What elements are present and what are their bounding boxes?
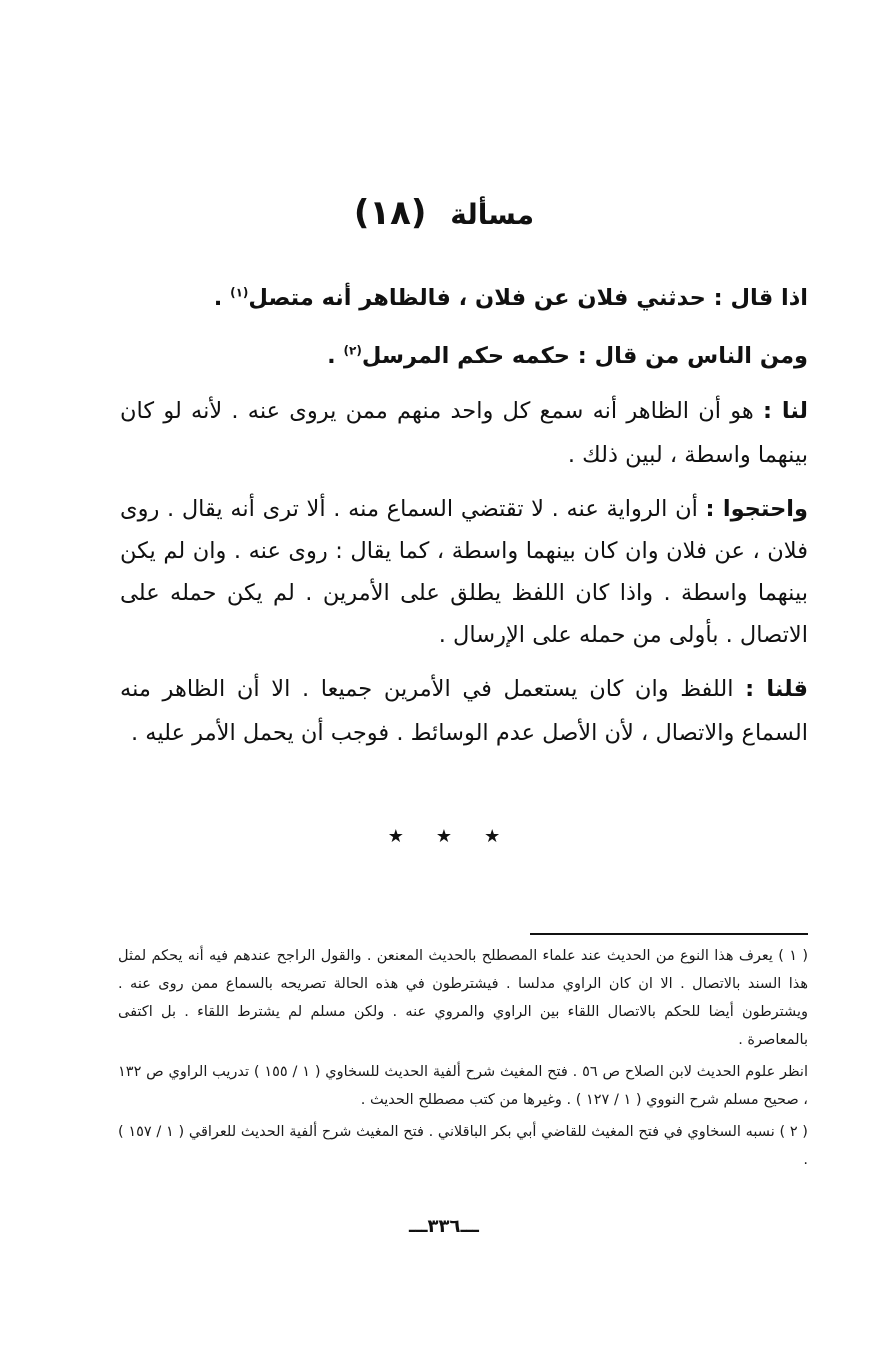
footnotes: [118, 942, 808, 1174]
section-separator: [0, 826, 888, 847]
paragraph-body: أن الرواية عنه . لا تقتضي السماع منه . ألا ترى أنه يقال . روى فلان ، عن فلان وان كان بينهما واسطة ، كما يقال : روى عنه . وان لم يكن بينهما واسطة . واذا كان اللفظ يطلق على الأمرين . لم يكن حمله على الاتصال . بأولى من حمله على الإرسال .: [120, 496, 808, 648]
paragraph-their-argument: [120, 488, 808, 656]
footnote-ref-2: (٢): [343, 343, 362, 358]
issue-title-word: مسألة: [450, 198, 535, 231]
footnote-1: ( ١ ) يعرف هذا النوع من الحديث عند علماء المصطلح بالحديث المعنعن . والقول الراجح عندهم فيه أنه يحكم لمثل هذا السند بالاتصال . الا ان كان الراوي مدلسا . فيشترطون في هذه الحالة تصريحه بالسماع ممن روى عنه . ويشترطون أيضا للحكم بالاتصال اللقاء بين الراوي والمروي عنه . ولكن مسلم لم يشترط اللقاء . بل اكتفى بالمعاصرة .: [118, 948, 808, 1048]
issue-title-number: (١٨): [353, 193, 427, 233]
star-icon: ★: [387, 826, 404, 847]
paragraph-body: اللفظ وان كان يستعمل في الأمرين جميعا . الا أن الظاهر منه السماع والاتصال ، لأن الأصل عدم الوسائط . فوجب أن يحمل الأمر عليه .: [120, 676, 808, 746]
footnote-ref-1: (١): [230, 285, 249, 300]
footnote-2: ( ٢ ) نسبه السخاوي في فتح المغيث للقاضي أبي بكر الباقلاني . فتح المغيث شرح ألفية الحديث للعراقي ( ١ / ١٥٧ ) .: [118, 1124, 808, 1168]
issue-title: [0, 188, 888, 240]
paragraph-opposing: [120, 334, 808, 378]
paragraph-opposing-end: .: [327, 343, 344, 369]
paragraph-our-argument: [120, 389, 808, 477]
star-icon: ★: [435, 826, 453, 847]
paragraph-claim-text: اذا قال : حدثني فلان عن فلان ، فالظاهر أنه متصل: [248, 285, 808, 311]
paragraph-claim-end: .: [213, 285, 231, 311]
paragraph-response: [120, 667, 808, 755]
footnote-divider: [530, 933, 808, 935]
paragraph-lead: واحتجوا :: [705, 496, 808, 522]
star-icon: ★: [484, 826, 501, 847]
page-number: ـــ٣٣٦ـــ: [409, 1216, 479, 1237]
paragraph-claim: [120, 276, 808, 320]
paragraph-opposing-text: ومن الناس من قال : حكمه حكم المرسل: [361, 343, 808, 369]
paragraph-lead: لنا :: [763, 398, 808, 424]
footnote-1-references: انظر علوم الحديث لابن الصلاح ص ٥٦ . فتح المغيث شرح ألفية الحديث للسخاوي ( ١ / ١٥٥ ) تدريب الراوي ص ١٣٢ ، صحيح مسلم شرح النووي ( ١ / ١٢٧ ) . وغيرها من كتب مصطلح الحديث .: [118, 1064, 808, 1108]
paragraph-body: هو أن الظاهر أنه سمع كل واحد منهم ممن يروى عنه . لأنه لو كان بينهما واسطة ، لبين ذلك .: [120, 398, 808, 468]
paragraph-lead: قلنا :: [745, 676, 808, 702]
